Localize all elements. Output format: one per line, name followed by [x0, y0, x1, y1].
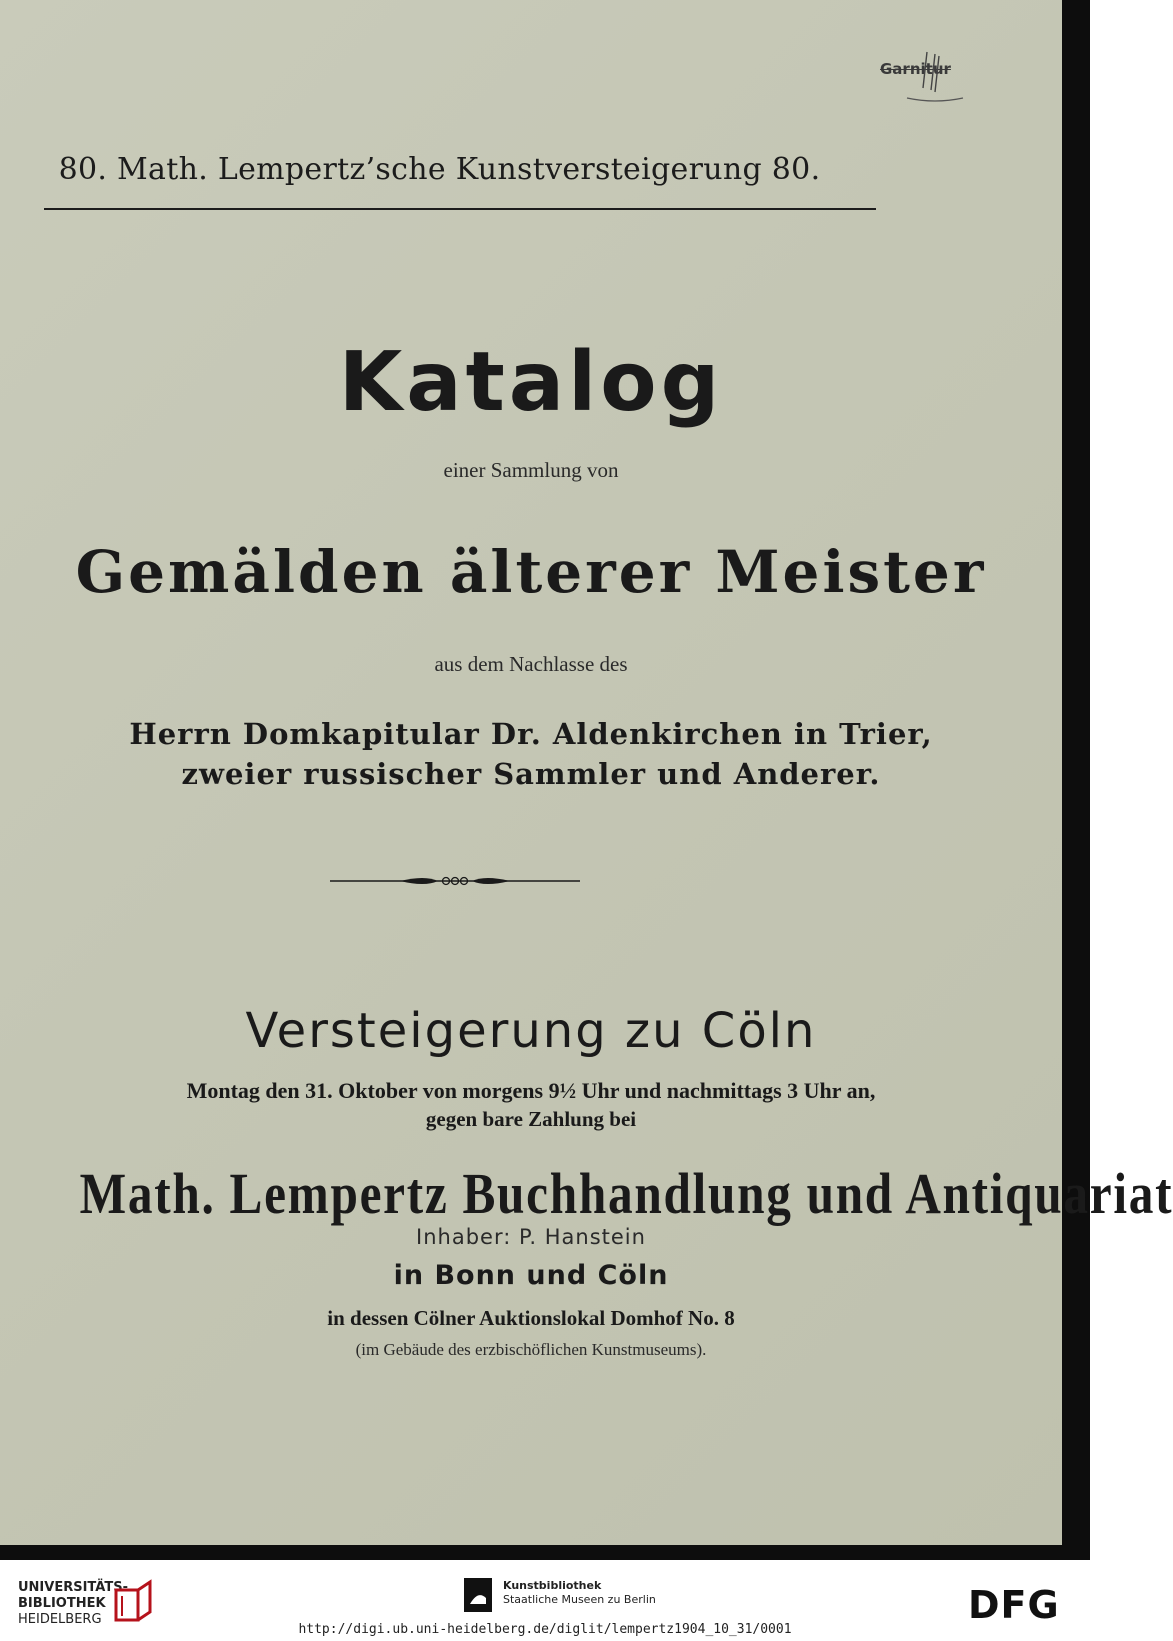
catalog-title: Katalog: [338, 335, 724, 430]
subtitle-collection: einer Sammlung von: [443, 458, 619, 482]
building-note: (im Gebäude des erzbischöflichen Kunstmuseums).: [355, 1340, 707, 1359]
kunstbibliothek-emblem-icon: [464, 1578, 492, 1612]
auction-heading: Versteigerung zu Cöln: [245, 1003, 817, 1059]
kb-line-2: Staatliche Museen zu Berlin: [503, 1593, 656, 1606]
firm-owner: Inhaber: P. Hanstein: [416, 1225, 646, 1249]
subtitle-estate: aus dem Nachlasse des: [434, 652, 628, 676]
uni-line-1: UNIVERSITÄTS-: [18, 1580, 128, 1595]
firm-name: Math. Lempertz Buchhandlung und Antiquariat: [79, 1161, 1173, 1226]
header-rule: [44, 208, 876, 210]
owner-line-2: zweier russischer Sammler und Anderer.: [181, 757, 881, 791]
pencil-mark-icon: [905, 48, 965, 108]
auction-date: Montag den 31. Oktober von morgens 9½ Uhr und nachmittags 3 Uhr an,: [186, 1078, 876, 1103]
auction-address: in dessen Cölner Auktionslokal Domhof No. 8: [327, 1306, 735, 1330]
permalink-url[interactable]: http://digi.ub.uni-heidelberg.de/diglit/lempertz1904_10_31/0001: [298, 1622, 792, 1637]
uni-line-2: BIBLIOTHEK: [18, 1596, 106, 1611]
header-line: 80. Math. Lempertz’sche Kunstversteigerung 80.: [58, 152, 821, 187]
heading-paintings: Gemälden älterer Meister: [75, 538, 987, 606]
ornament-divider: [330, 873, 580, 889]
pencil-annotation: Garnitur: [880, 60, 951, 78]
uni-line-3: HEIDELBERG: [18, 1612, 102, 1627]
kb-line-1: Kunstbibliothek: [503, 1579, 602, 1592]
payment-terms: gegen bare Zahlung bei: [425, 1107, 637, 1131]
owner-line-1: Herrn Domkapitular Dr. Aldenkirchen in Trier,: [129, 717, 933, 751]
firm-cities: in Bonn und Cöln: [393, 1260, 669, 1291]
dfg-logo[interactable]: DFG: [968, 1583, 1060, 1627]
kunstbibliothek-label[interactable]: [503, 1579, 656, 1607]
university-emblem-icon: [112, 1578, 154, 1626]
